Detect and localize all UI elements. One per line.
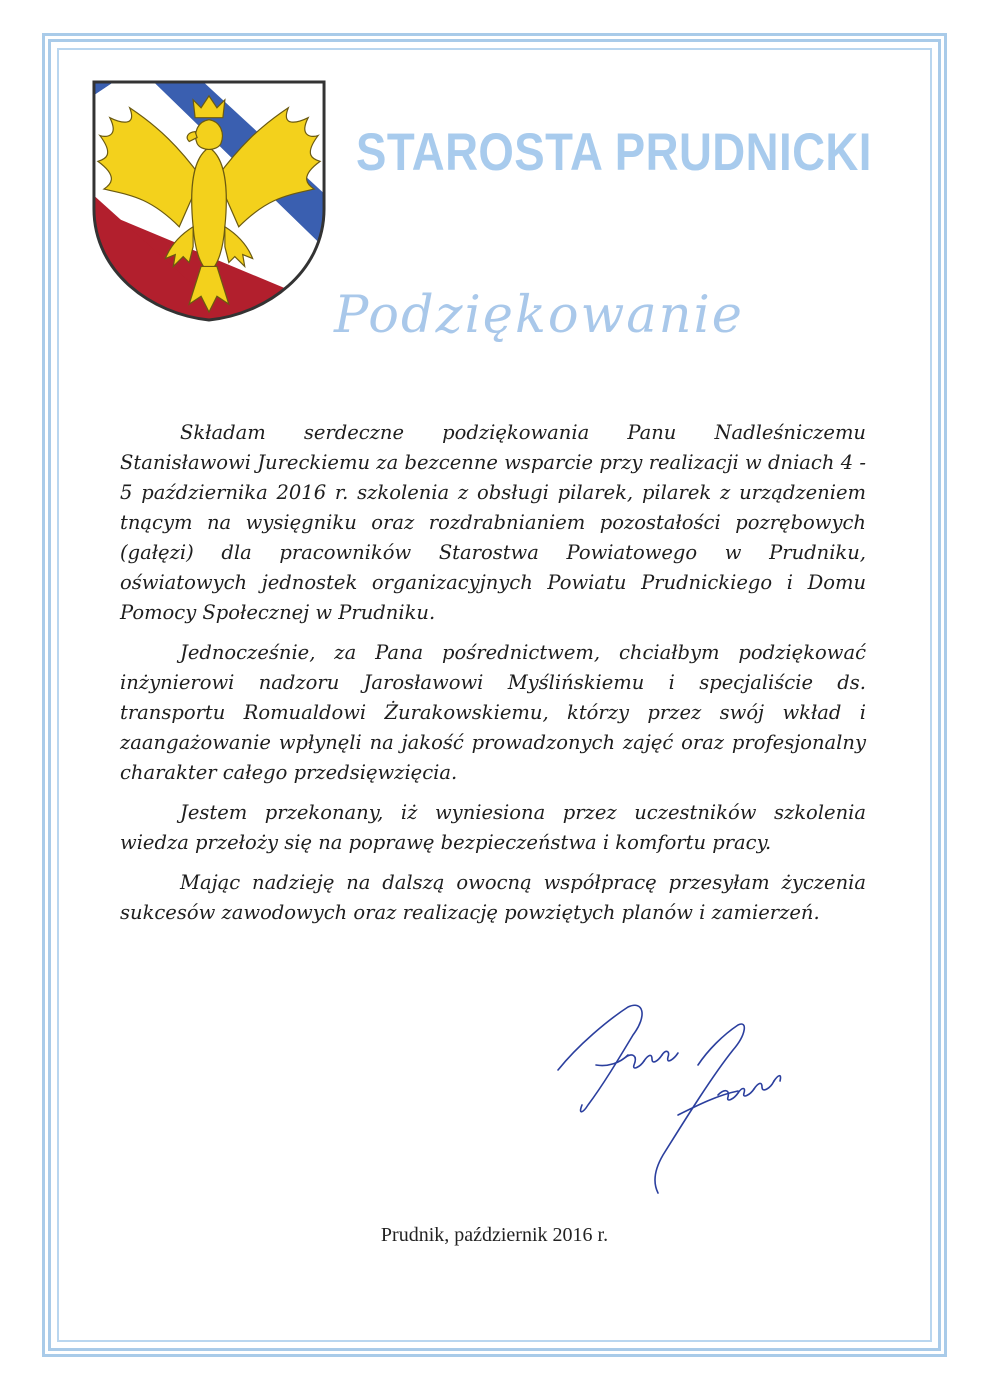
- document-title: Podziękowanie: [334, 286, 744, 345]
- place-and-date: [0, 1224, 989, 1247]
- letter-body: [120, 418, 866, 938]
- paragraph: Składam serdeczne podziękowania Panu Nadleśniczemu Stanisławowi Jureckiemu za bezcenne wsparcie przy realizacji w dniach 4 - 5 października 2016 r. szkolenia z obsługi pilarek, pilarek z urządzeniem tnącym na wysięgniku oraz rozdrabnianiem pozostałości pozrębowych (gałęzi) dla pracowników Starostwa Powiatowego w Prudniku, oświatowych jednostek organizacyjnych Powiatu Prudnickiego i Domu Pomocy Społecznej w Prudniku.: [120, 421, 866, 624]
- issuer-heading: STAROSTA PRUDNICKI: [356, 123, 872, 182]
- coat-of-arms-icon: [90, 78, 328, 324]
- paragraph: Jednocześnie, za Pana pośrednictwem, chciałbym podziękować inżynierowi nadzoru Jarosławowi Myślińskiemu i specjaliście ds. transportu Romualdowi Żurakowskiemu, którzy przez swój wkład i zaangażowanie wpłynęli na jakość prowadzonych zajęć oraz profesjonalny charakter całego przedsięwzięcia.: [120, 641, 866, 784]
- paragraph: Jestem przekonany, iż wyniesiona przez uczestników szkolenia wiedza przełoży się na poprawę bezpieczeństwa i komfortu pracy.: [120, 801, 866, 854]
- signature-icon: [548, 995, 793, 1200]
- place-date-text: Prudnik, październik 2016 r.: [380, 1224, 609, 1246]
- paragraph: Mając nadzieję na dalszą owocną współpracę przesyłam życzenia sukcesów zawodowych oraz realizację powziętych planów i zamierzeń.: [120, 871, 866, 924]
